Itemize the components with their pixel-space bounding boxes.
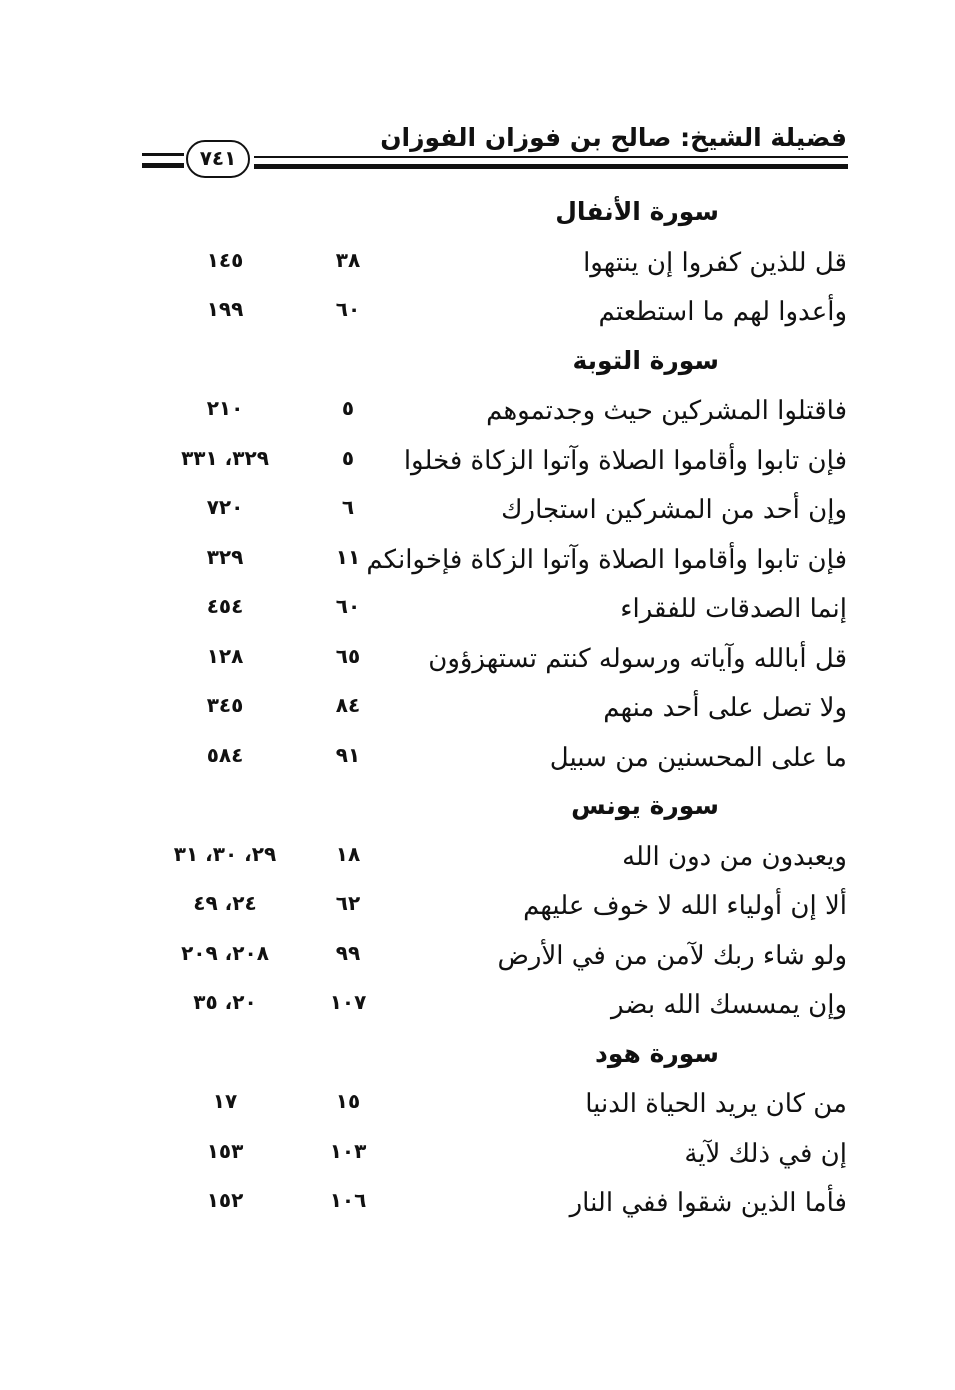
header-rule-thick (254, 164, 848, 169)
index-entry (0, 584, 955, 634)
verse-index (0, 188, 955, 1228)
ayah-number: ٨٤ (335, 693, 361, 717)
verse-text: فأما الذين شقوا ففي النار (569, 1188, 847, 1218)
verse-text: وإن أحد من المشركين استجارك (501, 495, 847, 525)
surah-heading-row (0, 188, 955, 238)
ayah-number: ٥ (341, 445, 355, 470)
ayah-number: ١٥ (335, 1089, 361, 1113)
page-reference: ٧٢٠ (206, 495, 244, 519)
verse-text: ولا تصل على أحد منهم (603, 693, 847, 723)
verse-text: ما على المحسنين من سبيل (549, 742, 847, 773)
page-number-badge: ٧٤١ (186, 140, 250, 178)
verse-text: قل للذين كفروا إن ينتهوا (583, 247, 847, 278)
surah-heading-row (0, 782, 955, 832)
page-reference: ٣٢٩، ٣٣١ (181, 445, 269, 470)
index-entry (0, 1079, 955, 1129)
ayah-number: ٣٨ (335, 247, 361, 272)
running-header-title: فضيلة الشيخ: صالح بن فوزان الفوزان (380, 123, 847, 152)
header-rule-thin (254, 156, 848, 158)
verse-text: فإن تابوا وأقاموا الصلاة وآتوا الزكاة فخلوا (403, 445, 847, 476)
verse-text: ولو شاء ربك لآمن من في الأرض (497, 940, 847, 971)
index-entry (0, 386, 955, 436)
surah-heading-row (0, 337, 955, 387)
index-entry (0, 436, 955, 486)
index-entry (0, 1178, 955, 1228)
ayah-number: ١٨ (335, 841, 361, 866)
page-reference: ٤٥٤ (206, 594, 244, 618)
index-entry (0, 832, 955, 882)
index-entry (0, 980, 955, 1030)
index-entry (0, 683, 955, 733)
verse-text: قل أبالله وآياته ورسوله كنتم تستهزؤون (428, 643, 847, 674)
verse-text: فاقتلوا المشركين حيث وجدتموهم (486, 396, 847, 426)
index-entry (0, 287, 955, 337)
index-entry (0, 1129, 955, 1179)
ayah-number: ٦٥ (335, 643, 361, 668)
page-reference: ٢١٠ (206, 396, 244, 420)
page-reference: ١٥٢ (206, 1188, 244, 1212)
ayah-number: ٦٠ (335, 594, 361, 618)
ayah-number: ١١ (335, 544, 361, 569)
page-reference: ٣٤٥ (206, 693, 244, 717)
page-reference: ١٢٨ (206, 643, 244, 668)
badge-ornament-line (142, 153, 184, 156)
ayah-number: ٦٠ (335, 297, 361, 321)
ayah-number: ٥ (341, 396, 355, 420)
index-entry (0, 485, 955, 535)
index-entry (0, 535, 955, 585)
index-entry (0, 238, 955, 288)
surah-heading-row (0, 1030, 955, 1080)
ayah-number: ٦ (341, 495, 355, 519)
page-reference: ٢٠، ٣٥ (193, 990, 257, 1014)
surah-heading: سورة التوبة (572, 345, 719, 375)
index-entry (0, 931, 955, 981)
verse-text: ويعبدون من دون الله (622, 841, 847, 872)
verse-text: وإن يمسسك الله بضر (610, 990, 847, 1020)
verse-text: فإن تابوا وأقاموا الصلاة وآتوا الزكاة فإخوانكم (366, 544, 847, 575)
verse-text: من كان يريد الحياة الدنيا (585, 1089, 847, 1119)
ayah-number: ١٠٣ (329, 1138, 367, 1163)
badge-ornament-line (142, 163, 184, 168)
verse-text: وأعدوا لهم ما استطعتم (598, 297, 847, 327)
ayah-number: ٩١ (335, 742, 361, 767)
page-reference: ٥٨٤ (206, 742, 244, 767)
index-entry (0, 733, 955, 783)
ayah-number: ٦٢ (335, 891, 361, 915)
verse-text: إن في ذلك لآية (684, 1138, 847, 1169)
ayah-number: ١٠٦ (329, 1188, 367, 1212)
page-reference: ٢٩، ٣٠، ٣١ (173, 841, 277, 866)
ayah-number: ٩٩ (335, 940, 361, 965)
page-reference: ٣٢٩ (206, 544, 244, 569)
page-reference: ١٤٥ (206, 247, 244, 272)
ayah-number: ١٠٧ (329, 990, 367, 1014)
page-reference: ١٥٣ (206, 1138, 244, 1163)
page-reference: ١٧ (212, 1089, 238, 1113)
index-entry (0, 881, 955, 931)
page-reference: ٢٠٨، ٢٠٩ (181, 940, 269, 965)
page-reference: ١٩٩ (206, 297, 244, 321)
page-reference: ٢٤، ٤٩ (193, 891, 257, 915)
verse-text: ألا إن أولياء الله لا خوف عليهم (523, 891, 847, 921)
verse-text: إنما الصدقات للفقراء (620, 594, 847, 624)
surah-heading: سورة الأنفال (555, 197, 719, 226)
surah-heading: سورة هود (595, 1038, 719, 1068)
surah-heading: سورة يونس (571, 791, 719, 820)
index-entry (0, 634, 955, 684)
